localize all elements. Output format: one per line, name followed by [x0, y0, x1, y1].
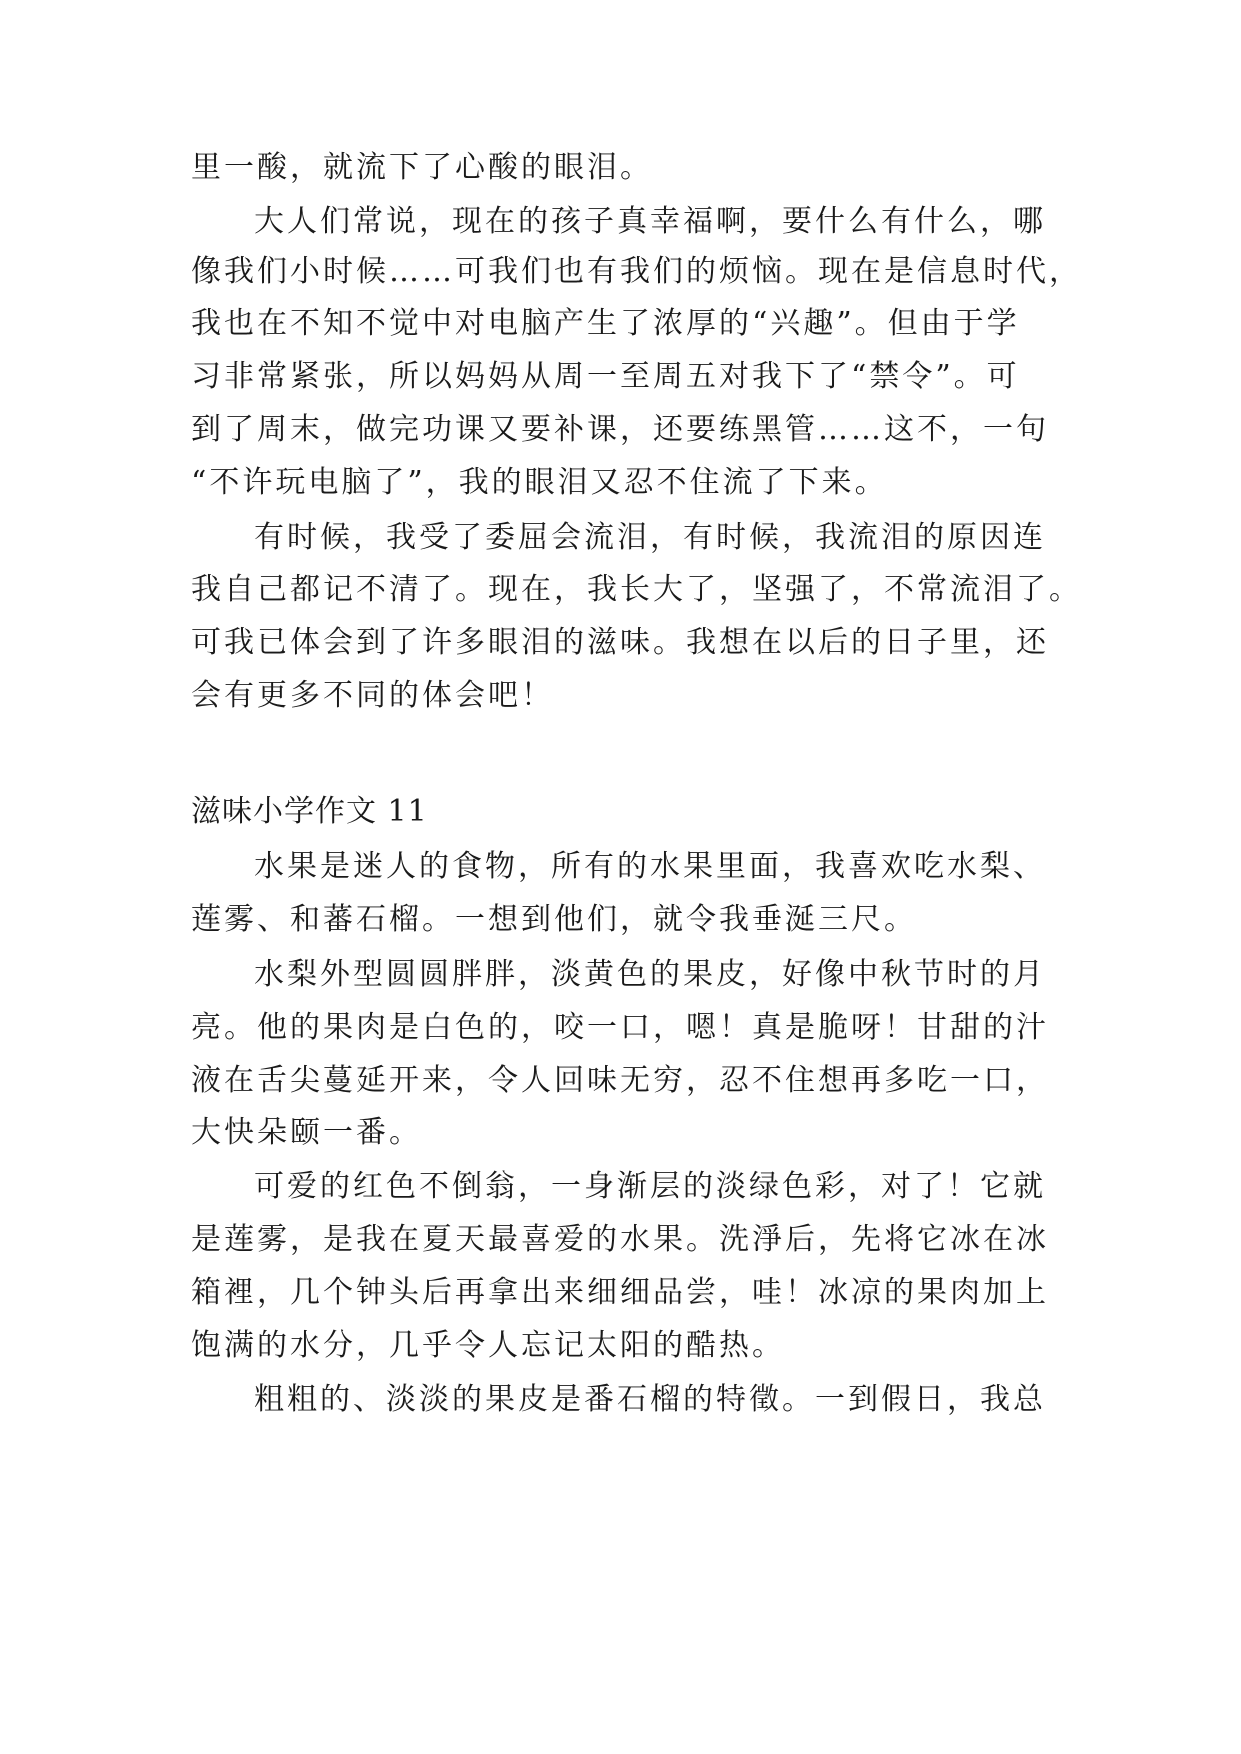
- text-line: 水梨外型圆圆胖胖，淡黄色的果皮，好像中秋节时的月: [254, 957, 1046, 992]
- text-line: 里一酸，就流下了心酸的眼泪。: [191, 150, 653, 185]
- text-line: 大人们常说，现在的孩子真幸福啊，要什么有什么，哪: [254, 204, 1046, 239]
- text-line: 习非常紧张，所以妈妈从周一至周五对我下了“禁令”。可: [191, 359, 1020, 394]
- text-line: 可我已体会到了许多眼泪的滋味。我想在以后的日子里，还: [191, 625, 1049, 660]
- text-line: 饱满的水分，几乎令人忘记太阳的酷热。: [191, 1328, 785, 1363]
- text-line: 莲雾、和蕃石榴。一想到他们，就令我垂涎三尺。: [191, 902, 917, 937]
- text-line: 到了周末，做完功课又要补课，还要练黑管……这不，一句: [191, 412, 1049, 447]
- text-line: 亮。他的果肉是白色的，咬一口，嗯！真是脆呀！甘甜的汁: [191, 1010, 1049, 1045]
- text-line: 粗粗的、淡淡的果皮是番石榴的特徵。一到假日，我总: [254, 1382, 1046, 1417]
- text-line: 像我们小时候……可我们也有我们的烦恼。现在是信息时代，: [191, 254, 1082, 289]
- text-line: 我也在不知不觉中对电脑产生了浓厚的“兴趣”。但由于学: [191, 306, 1020, 341]
- text-line: 是莲雾，是我在夏天最喜爱的水果。洗淨后，先将它冰在冰: [191, 1222, 1049, 1257]
- text-line: 我自己都记不清了。现在，我长大了，坚强了，不常流泪了。: [191, 572, 1082, 607]
- text-line: 会有更多不同的体会吧！: [191, 678, 554, 713]
- text-line: 水果是迷人的食物，所有的水果里面，我喜欢吃水梨、: [254, 849, 1046, 884]
- text-line: 可爱的红色不倒翁，一身渐层的淡绿色彩，对了！它就: [254, 1169, 1046, 1204]
- text-line: 箱裡，几个钟头后再拿出来细细品尝，哇！冰凉的果肉加上: [191, 1275, 1049, 1310]
- text-line: “不许玩电脑了”，我的眼泪又忍不住流了下来。: [191, 465, 888, 500]
- text-line: 有时候，我受了委屈会流泪，有时候，我流泪的原因连: [254, 520, 1046, 555]
- essay-title: 滋味小学作文 11: [191, 794, 428, 829]
- text-line: 大快朵颐一番。: [191, 1115, 422, 1150]
- text-line: 液在舌尖蔓延开来，令人回味无穷，忍不住想再多吃一口，: [191, 1063, 1049, 1098]
